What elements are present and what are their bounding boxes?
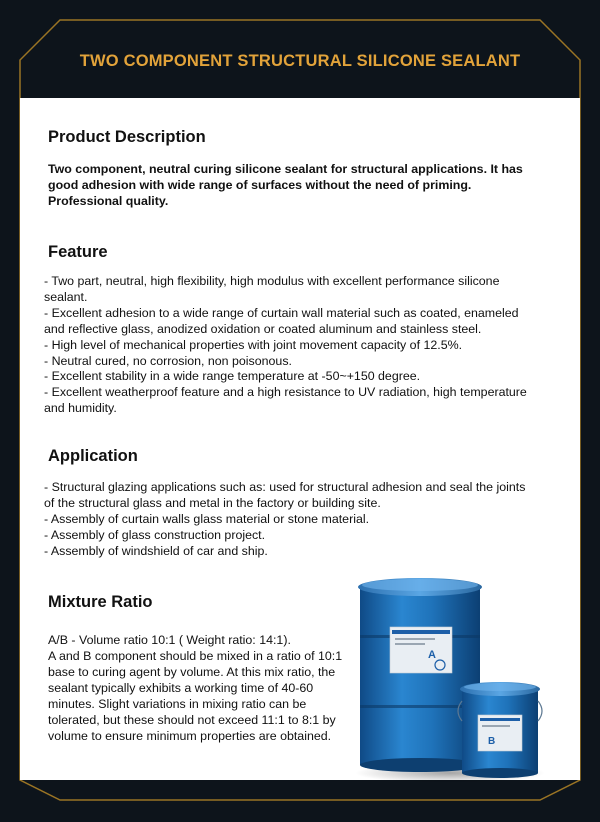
drum-b [458,682,542,778]
application-item: - Assembly of glass construction project. [44,527,266,542]
mixture-ratio-line: A/B - Volume ratio 10:1 ( Weight ratio: 14:1). [48,633,291,647]
feature-item: - Excellent weatherproof feature and a high resistance to UV radiation, high temperature and humidity. [44,385,527,416]
feature-item: - Neutral cured, no corrosion, non poisonous. [44,353,292,368]
section-title-description: Product Description [48,128,206,146]
feature-item: - High level of mechanical properties with joint movement capacity of 12.5%. [44,337,463,352]
feature-item: - Two part, neutral, high flexibility, high modulus with excellent performance silicone sealant. [44,274,500,304]
product-drums-image [350,575,550,785]
application-list [44,480,536,560]
page-title: TWO COMPONENT STRUCTURAL SILICONE SEALANT [79,51,521,70]
feature-item: - Excellent stability in a wide range temperature at -50~+150 degree. [44,369,421,384]
drum-a-letter: A [428,649,436,661]
description-text: Two component, neutral curing silicone sealant for structural applications. It has good adhesion with wide range of surfaces without the need of priming. Professional quality. [48,162,523,208]
section-title-feature: Feature [48,243,108,261]
section-title-application: Application [48,447,138,465]
application-item: - Structural glazing applications such as: used for structural adhesion and seal the joints of the structural glass and metal in the factory or building site. [44,480,526,510]
header-banner [20,20,580,98]
mixture-description: A and B component should be mixed in a ratio of 10:1 base to curing agent by volume. At this mix ratio, the sealant typically exhibits a working time of 40-60 minutes. Slight variations in mixing ratio can be tolerated, but these should not exceed 11:1 to 8:1 by volume to ensure minimum properties are obtained. [48,649,343,743]
feature-item: - Excellent adhesion to a wide range of curtain wall material such as coated, enameled and reflective glass, anodized oxidation or coated aluminum and stainless steel. [44,305,519,336]
section-title-mixture: Mixture Ratio [48,593,153,611]
drum-b-letter: B [488,736,496,747]
feature-list [44,274,534,417]
application-item: - Assembly of curtain walls glass material or stone material. [44,511,370,526]
application-item: - Assembly of windshield of car and ship. [44,543,268,558]
